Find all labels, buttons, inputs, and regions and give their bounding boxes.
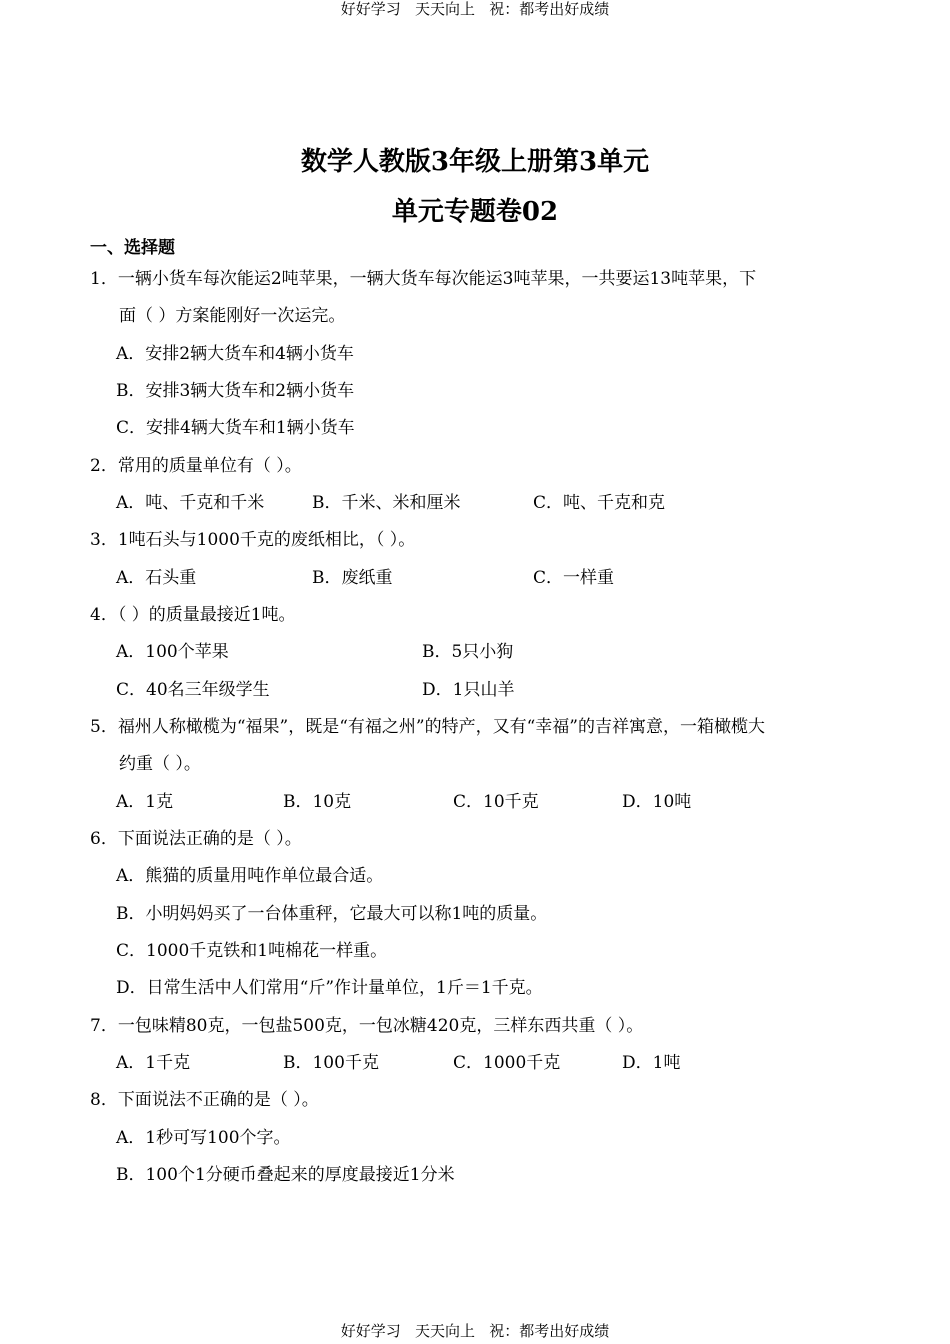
- section-heading: 一、选择题: [90, 238, 175, 258]
- question-4-stem: 4．（ ）的质量最接近1吨。: [90, 605, 296, 625]
- page-footer: 好好学习 天天向上 祝：都考出好成绩: [340, 1322, 610, 1340]
- question-4-option-a: A．100个苹果: [116, 642, 229, 662]
- page-header: 好好学习 天天向上 祝：都考出好成绩: [340, 0, 610, 18]
- question-7-option-c: C．1000千克: [453, 1053, 561, 1073]
- question-2-option-b: B．千米、米和厘米: [312, 493, 461, 513]
- question-8-option-b: B．100个1分硬币叠起来的厚度最接近1分米: [116, 1165, 455, 1185]
- question-5-option-d: D．10吨: [622, 792, 692, 812]
- question-4-option-c: C．40名三年级学生: [116, 680, 270, 700]
- question-7-option-d: D．1吨: [622, 1053, 681, 1073]
- question-1-option-b: B．安排3辆大货车和2辆小货车: [116, 381, 355, 401]
- question-5-stem-cont: 约重（ ）。: [119, 754, 201, 774]
- document-subtitle: 单元专题卷02: [391, 197, 559, 227]
- question-4-option-d: D．1只山羊: [422, 680, 515, 700]
- question-7-option-b: B．100千克: [283, 1053, 379, 1073]
- question-2-option-a: A．吨、千克和千米: [116, 493, 265, 513]
- question-3-option-c: C．一样重: [533, 568, 615, 588]
- question-7-option-a: A．1千克: [116, 1053, 191, 1073]
- question-3-option-b: B．废纸重: [312, 568, 393, 588]
- question-6-option-b: B．小明妈妈买了一台体重秤，它最大可以称1吨的质量。: [116, 904, 548, 924]
- question-3-option-a: A．石头重: [116, 568, 197, 588]
- question-6-option-c: C．1000千克铁和1吨棉花一样重。: [116, 941, 388, 961]
- question-5-stem: 5．福州人称橄榄为“福果”，既是“有福之州”的特产，又有“幸福”的吉祥寓意，一箱橄榄大: [90, 717, 765, 737]
- question-8-stem: 8．下面说法不正确的是（ ）。: [90, 1090, 319, 1110]
- question-7-stem: 7．一包味精80克，一包盐500克，一包冰糖420克，三样东西共重（ ）。: [90, 1016, 644, 1036]
- question-2-option-c: C．吨、千克和克: [533, 493, 666, 513]
- question-6-option-a: A．熊猫的质量用吨作单位最合适。: [116, 866, 384, 886]
- question-6-stem: 6．下面说法正确的是（ ）。: [90, 829, 302, 849]
- question-5-option-c: C．10千克: [453, 792, 539, 812]
- question-1-option-a: A．安排2辆大货车和4辆小货车: [116, 344, 354, 364]
- question-4-option-b: B．5只小狗: [422, 642, 514, 662]
- question-5-option-a: A．1克: [116, 792, 174, 812]
- question-3-stem: 3．1吨石头与1000千克的废纸相比，（ ）。: [90, 530, 416, 550]
- question-8-option-a: A．1秒可写100个字。: [116, 1128, 291, 1148]
- question-1-option-c: C．安排4辆大货车和1辆小货车: [116, 418, 355, 438]
- question-6-option-d: D．日常生活中人们常用“斤”作计量单位，1斤＝1千克。: [116, 978, 543, 998]
- question-1-stem: 1．一辆小货车每次能运2吨苹果，一辆大货车每次能运3吨苹果，一共要运13吨苹果，下: [90, 269, 757, 289]
- question-5-option-b: B．10克: [283, 792, 352, 812]
- question-2-stem: 2．常用的质量单位有（ ）。: [90, 456, 302, 476]
- question-1-stem-cont: 面（ ）方案能刚好一次运完。: [119, 306, 346, 326]
- document-title: 数学人教版3年级上册第3单元: [300, 147, 650, 177]
